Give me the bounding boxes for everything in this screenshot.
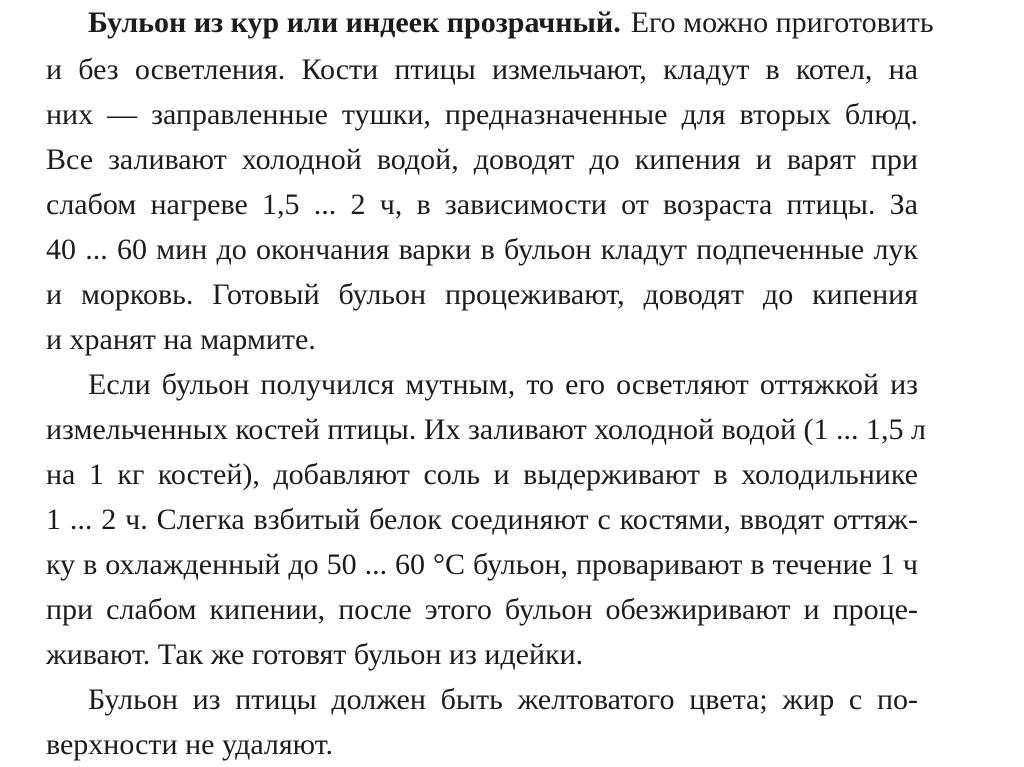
paragraph-2-line-1: Если бульон получился мутным, то его осветляют оттяжкой из (88, 368, 918, 401)
paragraph-1-line-4: Все заливают холодной водой, доводят до кипения и варят при (46, 143, 918, 176)
paragraph-1-line-2: и без осветления. Кости птицы измельчают, кладут в котел, на (46, 53, 918, 86)
recipe-title: Бульон из кур или индеек прозрачный. (88, 6, 621, 39)
paragraph-3-line-1: Бульон из птицы должен быть желтоватого цвета; жир с по- (88, 683, 918, 716)
paragraph-2-line-6: при слабом кипении, после этого бульон обезжиривают и проце- (46, 593, 918, 626)
paragraph-1-line-6: 40 ... 60 мин до окончания варки в бульон кладут подпеченные лук (46, 233, 918, 266)
paragraph-1-line-5: слабом нагреве 1,5 ... 2 ч, в зависимости от возраста птицы. За (46, 188, 918, 221)
paragraph-1-line-1: Бульон из кур или индеек прозрачный. Его можно приготовить (88, 6, 934, 39)
paragraph-1-line-3: них — заправленные тушки, предназначенные для вторых блюд. (46, 98, 918, 131)
paragraph-2-line-3: на 1 кг костей), добавляют соль и выдерживают в холодильнике (46, 458, 918, 491)
paragraph-1-line-7: и морковь. Готовый бульон процеживают, доводят до кипения (46, 278, 918, 311)
paragraph-2-line-5: ку в охлажденный до 50 ... 60 °С бульон, проваривают в течение 1 ч (46, 548, 918, 581)
paragraph-2-line-7: живают. Так же готовят бульон из идейки. (46, 638, 584, 671)
paragraph-1-line-8: и хранят на мармите. (46, 323, 316, 356)
paragraph-2-line-4: 1 ... 2 ч. Слегка взбитый белок соединяют с костями, вводят оттяж- (46, 503, 918, 536)
paragraph-3-line-2: верхности не удаляют. (46, 728, 334, 761)
paragraph-2-line-2: измельченных костей птицы. Их заливают холодной водой (1 ... 1,5 л (46, 413, 926, 446)
